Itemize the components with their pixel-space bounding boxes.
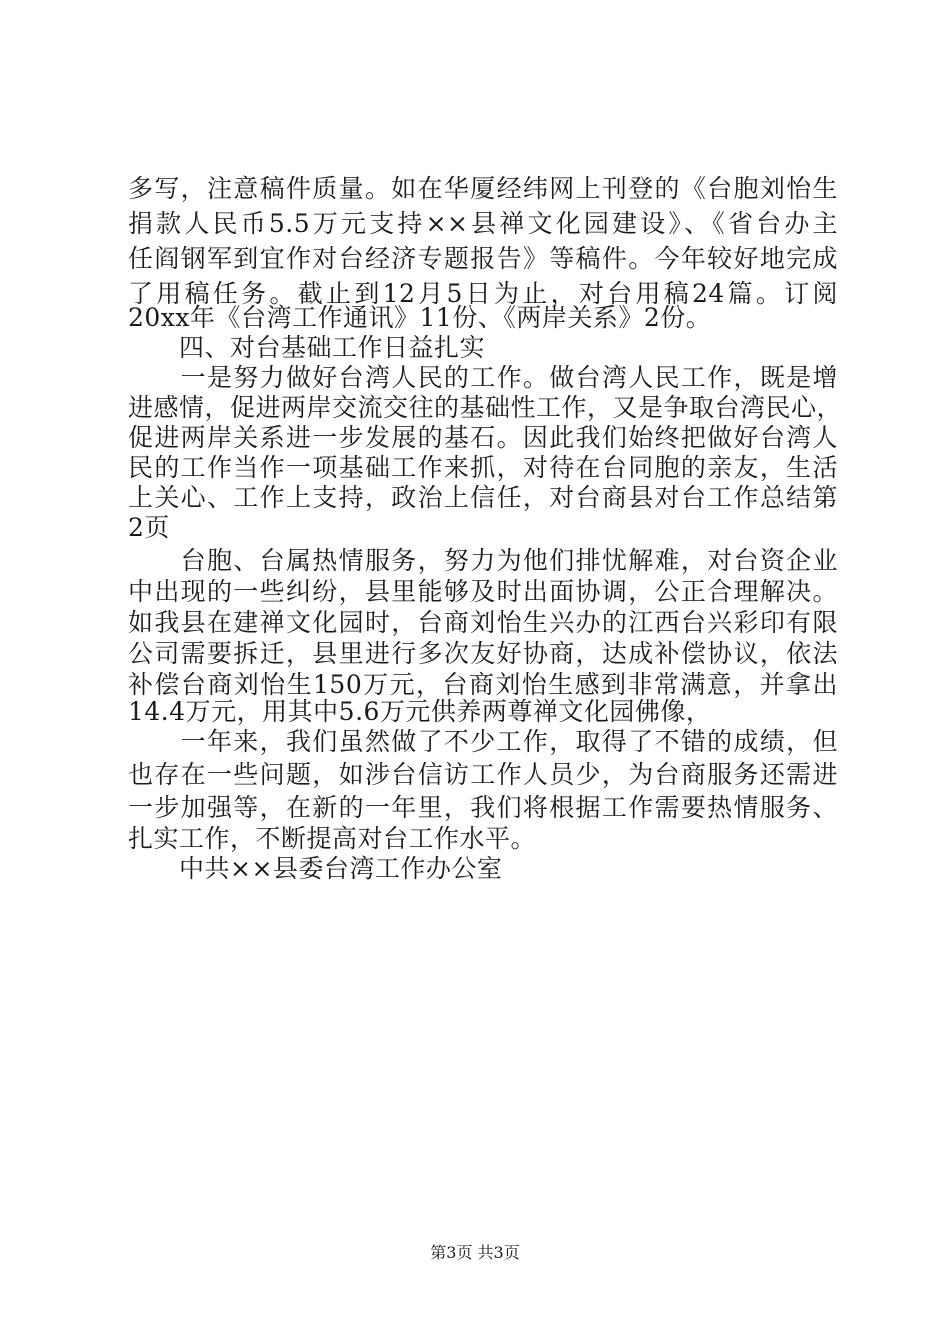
text-line: 公司需要拆迁，县里进行多次友好协商，达成补偿协议，依法 [128,639,838,668]
text-line: 任阎钢军到宜作对台经济专题报告》等稿件。今年较好地完成 [128,244,838,273]
text-line: 多写，注意稿件质量。如在华厦经纬网上刊登的《台胞刘怡生 [128,174,838,203]
text-line: 一年来，我们虽然做了不少工作，取得了不错的成绩，但 [128,727,838,756]
text-line: 14.4万元，用其中5.6万元供养两尊禅文化园佛像， [128,697,712,726]
text-line: 捐款人民币5.5万元支持××县禅文化园建设》、《省台办主 [128,209,838,238]
text-line: 一步加强等，在新的一年里，我们将根据工作需要热情服务、 [128,793,838,822]
text-line: 一是努力做好台湾人民的工作。做台湾人民工作，既是增 [128,363,838,392]
text-line: 补偿台商刘怡生150万元，台商刘怡生感到非常满意，并拿出 [128,670,838,699]
text-line: 进感情，促进两岸交流交往的基础性工作，又是争取台湾民心， [128,393,843,422]
text-line: 也存在一些问题，如涉台信访工作人员少，为台商服务还需进 [128,760,838,789]
text-line: 上关心、工作上支持，政治上信任，对台商县对台工作总结第 [128,483,838,512]
text-line: 2页 [128,513,170,542]
text-line: 如我县在建禅文化园时，台商刘怡生兴办的江西台兴彩印有限 [128,608,838,637]
text-line: 中出现的一些纠纷，县里能够及时出面协调，公正合理解决。 [128,577,838,606]
section-heading: 四、对台基础工作日益扎实 [128,333,486,362]
text-line: 了用稿任务。截止到12月5日为止，对台用稿24篇。订阅 [128,279,838,308]
text-line: 促进两岸关系进一步发展的基石。因此我们始终把做好台湾人 [128,423,838,452]
text-line: 民的工作当作一项基础工作来抓，对待在台同胞的亲友，生活 [128,453,838,482]
text-line: 20xx年《台湾工作通讯》11份、《两岸关系》2份。 [128,303,712,332]
text-line: 扎实工作，不断提高对台工作水平。 [128,824,537,853]
text-line: 台胞、台属热情服务，努力为他们排忧解难，对台资企业 [128,546,838,575]
signature-line: 中共××县委台湾工作办公室 [128,854,503,883]
page-number-footer: 第3页 共3页 [430,1243,520,1262]
